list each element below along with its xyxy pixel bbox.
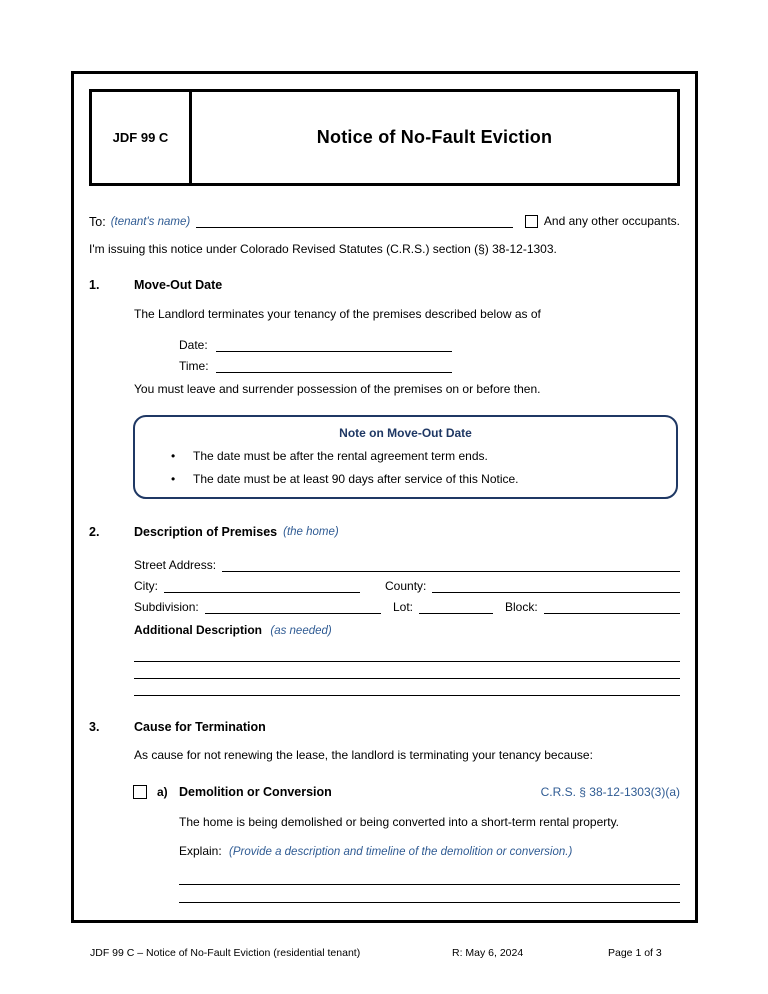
- moveout-note-box: [133, 415, 678, 499]
- additional-description-label: Additional Description: [134, 623, 263, 637]
- lot-label: Lot:: [393, 600, 414, 614]
- block-field[interactable]: [544, 598, 680, 614]
- explain-hint: (Provide a description and timeline of the demolition or conversion.): [229, 846, 573, 858]
- section2-heading-hint: (the home): [283, 526, 339, 538]
- explain-lines: [89, 867, 680, 903]
- date-row: [179, 331, 680, 352]
- section2-heading: Description of Premises: [134, 525, 278, 539]
- section3-heading: Cause for Termination: [134, 720, 266, 734]
- section3-number: 3.: [89, 720, 100, 734]
- section1-body: The Landlord terminates your tenancy of the premises described below as of: [134, 307, 541, 321]
- date-time-block: [89, 331, 680, 373]
- county-field[interactable]: [432, 577, 680, 593]
- section1-heading-row: [89, 278, 680, 292]
- section1-heading: Move-Out Date: [134, 278, 223, 292]
- footer-page-number: Page 1 of 3: [608, 947, 662, 959]
- note-bullet-1-text: The date must be after the rental agreement term ends.: [193, 449, 488, 463]
- street-address-field[interactable]: [222, 556, 680, 572]
- section1-number: 1.: [89, 278, 100, 292]
- subdivision-lot-block-row: [134, 593, 680, 614]
- page-border-frame: [71, 71, 698, 923]
- surrender-text: You must leave and surrender possession of the premises on or before then.: [134, 382, 541, 396]
- city-label: City:: [134, 579, 158, 593]
- subdivision-label: Subdivision:: [134, 600, 199, 614]
- statute-intro: I'm issuing this notice under Colorado Revised Statutes (C.R.S.) section (§) 38-12-1303.: [89, 242, 557, 256]
- additional-description-row: [134, 623, 680, 638]
- lot-group: [393, 598, 493, 614]
- additional-description-line-3[interactable]: [134, 679, 680, 696]
- additional-description-line-2[interactable]: [134, 662, 680, 679]
- city-field[interactable]: [164, 577, 360, 593]
- form-code: JDF 99 C: [92, 92, 192, 183]
- footer-revision-date: R: May 6, 2024: [452, 947, 524, 959]
- note-title: Note on Move-Out Date: [339, 426, 472, 440]
- form-header-box: [89, 89, 680, 186]
- additional-description-line-1[interactable]: [134, 645, 680, 662]
- section2-number: 2.: [89, 525, 100, 539]
- occupants-label: And any other occupants.: [543, 214, 680, 228]
- block-group: [505, 598, 680, 614]
- note-bullet-2-text: The date must be at least 90 days after service of this Notice.: [193, 472, 519, 486]
- additional-description-hint: (as needed): [270, 625, 332, 637]
- option-a-label: Demolition or Conversion: [179, 785, 332, 799]
- option-a-letter: a): [157, 785, 168, 799]
- form-title: Notice of No-Fault Eviction: [316, 127, 553, 147]
- date-field[interactable]: [216, 336, 452, 352]
- lot-field[interactable]: [419, 598, 493, 614]
- time-label: Time:: [179, 359, 209, 373]
- footer-form-name: JDF 99 C – Notice of No-Fault Eviction (residential tenant): [90, 947, 361, 959]
- option-a-citation: C.R.S. § 38-12-1303(3)(a): [540, 785, 680, 799]
- occupants-checkbox[interactable]: [525, 215, 538, 228]
- city-group: [134, 577, 360, 593]
- explain-line-1[interactable]: [179, 867, 680, 885]
- tenant-name-hint: (tenant's name): [110, 216, 191, 228]
- subdivision-group: [134, 598, 381, 614]
- explain-line-2[interactable]: [179, 885, 680, 903]
- section3-body: As cause for not renewing the lease, the landlord is terminating your tenancy because:: [134, 748, 593, 762]
- time-field[interactable]: [216, 357, 452, 373]
- section2-heading-row: [89, 525, 680, 539]
- tenant-name-field[interactable]: [196, 213, 513, 228]
- note-bullet-1: [151, 449, 660, 472]
- street-address-row: [134, 551, 680, 572]
- additional-description-lines: [89, 645, 680, 696]
- option-a-description: The home is being demolished or being converted into a short-term rental property.: [179, 815, 620, 829]
- explain-label: Explain:: [179, 844, 222, 858]
- street-address-label: Street Address:: [134, 558, 217, 572]
- occupants-option: [525, 214, 680, 229]
- page-footer: [90, 947, 679, 961]
- county-label: County:: [385, 579, 427, 593]
- to-label: To:: [89, 215, 106, 229]
- city-county-row: [134, 572, 680, 593]
- bullet-icon: •: [171, 472, 176, 486]
- to-row: [89, 209, 680, 229]
- county-group: [385, 577, 680, 593]
- bullet-icon: •: [171, 449, 176, 463]
- time-row: [179, 352, 680, 373]
- option-a-checkbox[interactable]: [133, 785, 147, 799]
- section3-heading-row: [89, 720, 680, 734]
- block-label: Block:: [505, 600, 538, 614]
- subdivision-field[interactable]: [205, 598, 381, 614]
- explain-row: [179, 844, 680, 859]
- date-label: Date:: [179, 338, 208, 352]
- option-a-row: [133, 783, 680, 801]
- note-bullet-2: [151, 472, 660, 495]
